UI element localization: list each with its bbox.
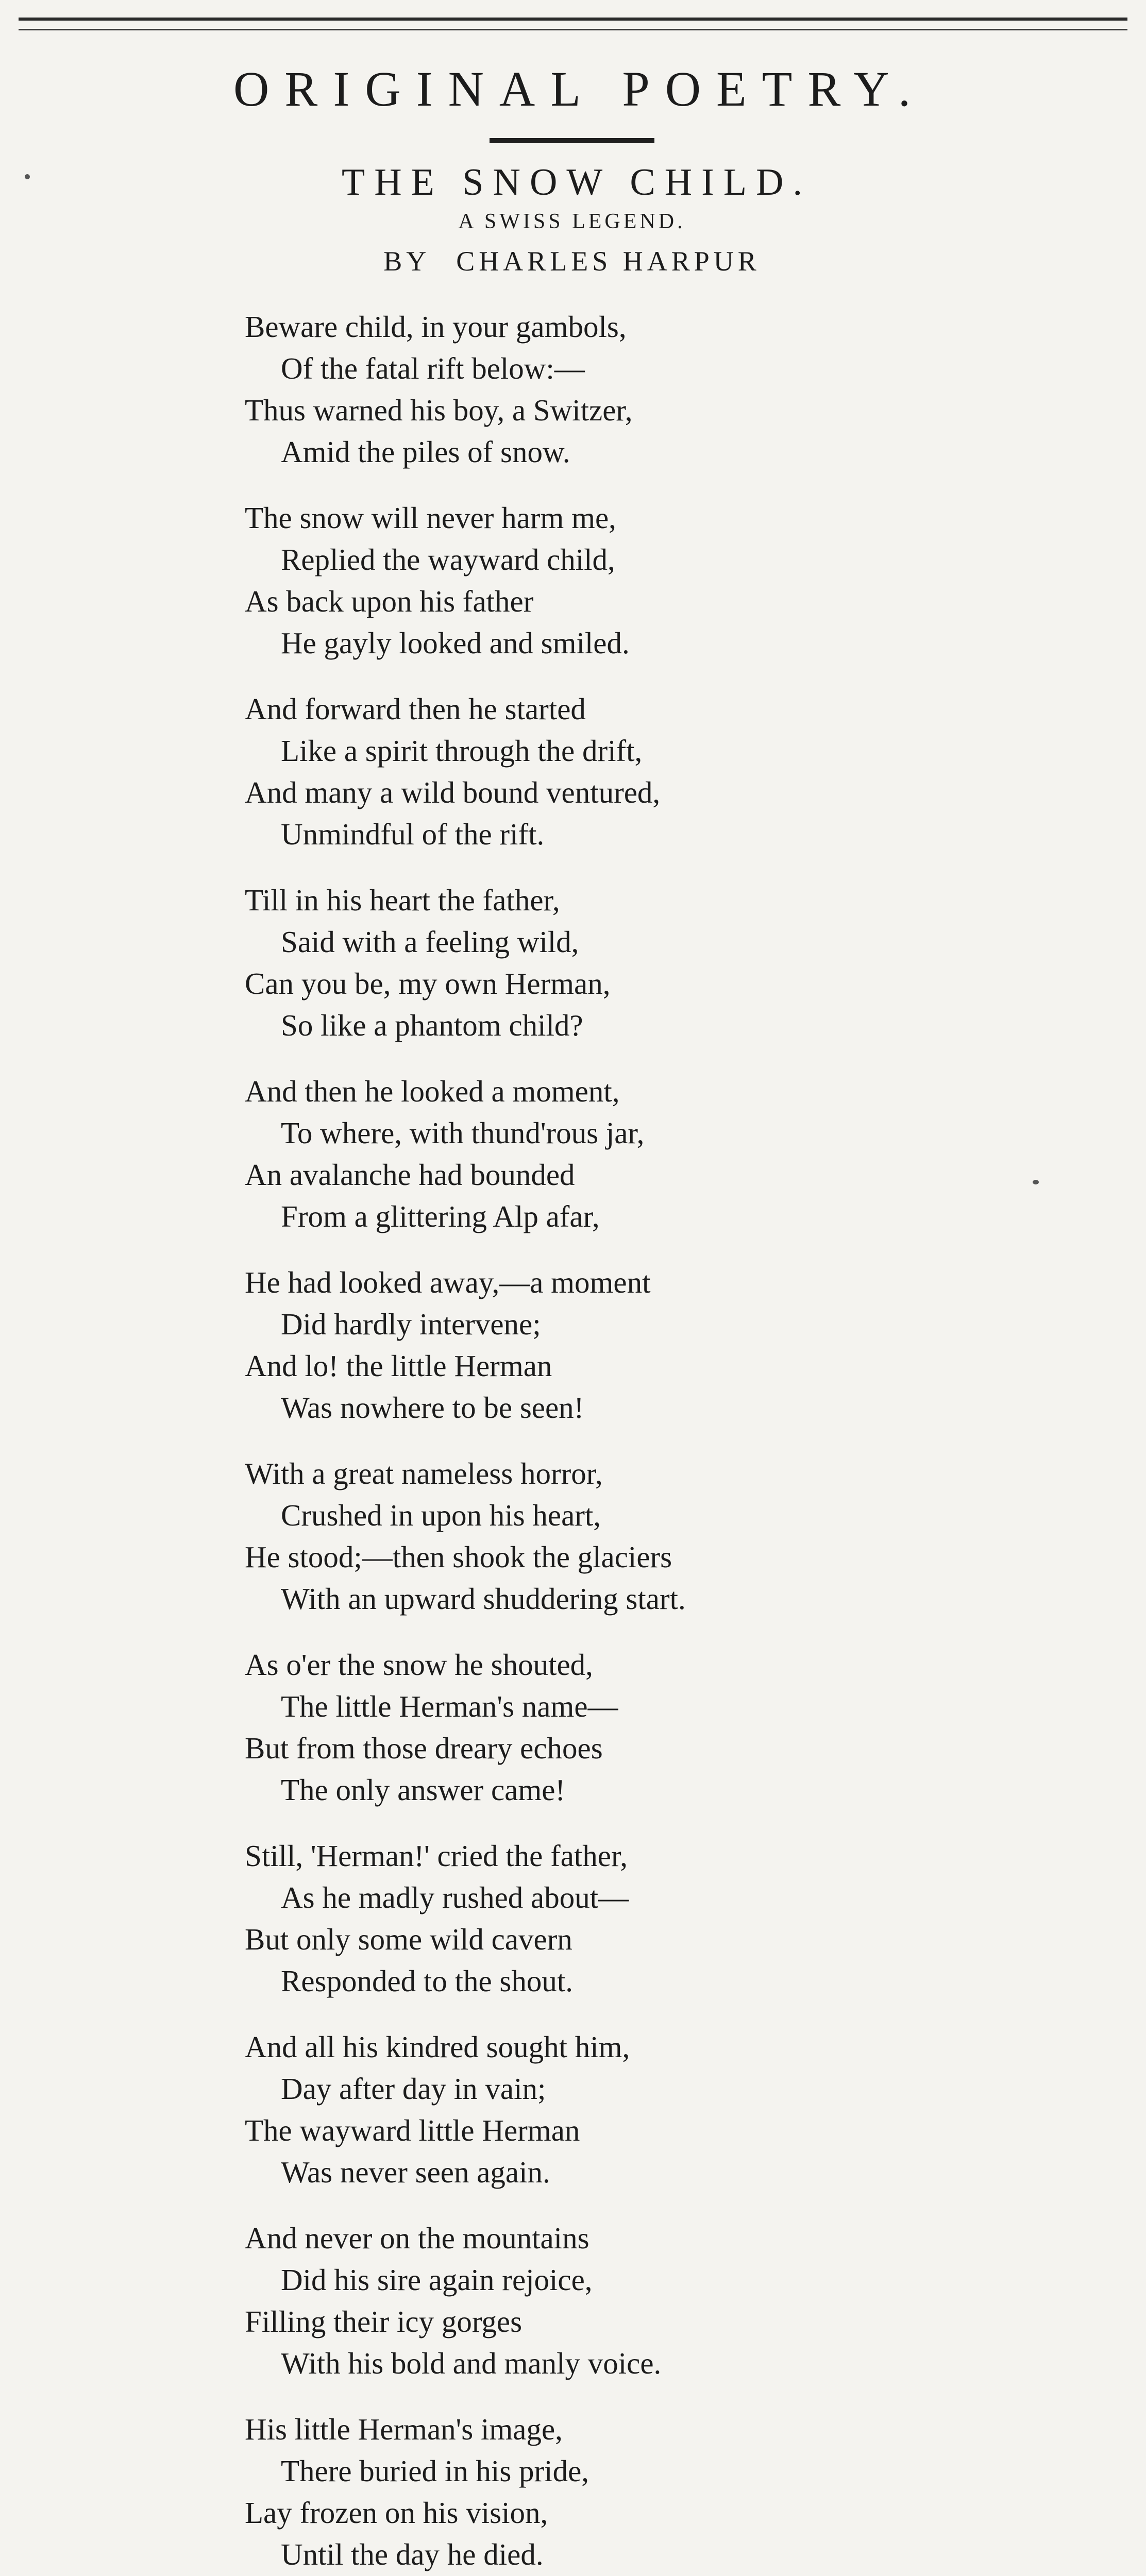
byline-author: CHARLES HARPUR [456,246,761,277]
byline-prefix: BY [383,246,431,277]
stanza [62,2409,1082,2575]
poem-line: Filling their icy gorges [245,2304,523,2339]
stanza [62,1071,1082,1238]
poem-body [62,306,1082,2576]
section-title: ORIGINAL POETRY. [233,61,926,116]
poem-line: He had looked away,—a moment [245,1265,651,1300]
poem-line: He gayly looked and smiled. [281,626,630,660]
poem-line: His little Herman's image, [245,2412,563,2447]
poem-line: Lay frozen on his vision, [245,2496,548,2530]
poem-subtitle: A SWISS LEGEND. [458,209,686,233]
poetry-column [62,62,1082,2576]
stanza [62,1644,1082,1811]
poem-line: As he madly rushed about— [281,1880,629,1915]
poem-line: And then he looked a moment, [245,1074,620,1109]
stanza [62,879,1082,1046]
poem-line: And forward then he started [245,692,586,726]
poem-line: The only answer came! [281,1773,566,1807]
poem-line: And never on the mountains [245,2221,589,2256]
poem-line: And many a wild bound ventured, [245,775,661,810]
poem-line: But only some wild cavern [245,1922,572,1957]
poem-line: As o'er the snow he shouted, [245,1648,593,1682]
poem-line: Said with a feeling wild, [281,925,579,959]
poem-line: Thus warned his boy, a Switzer, [245,393,633,428]
print-speck [1033,1180,1039,1184]
poem-line: Did his sire again rejoice, [281,2263,593,2297]
stanza [62,1835,1082,2002]
poem-line: With a great nameless horror, [245,1456,603,1491]
poem-line: From a glittering Alp afar, [281,1199,600,1234]
stanza [62,1453,1082,1620]
stanza [62,688,1082,855]
top-double-rule [19,18,1127,30]
poem-line: To where, with thund'rous jar, [281,1116,645,1150]
stanza [62,497,1082,664]
poem-line: An avalanche had bounded [245,1158,575,1192]
poem-line: Till in his heart the father, [245,883,560,918]
stanza [62,2217,1082,2384]
stanza [62,1262,1082,1429]
poem-line: The wayward little Herman [245,2113,580,2148]
poem-line: Of the fatal rift below:— [281,351,585,386]
poem-line: Day after day in vain; [281,2072,546,2106]
stanza [62,2026,1082,2193]
poem-line: The snow will never harm me, [245,501,616,535]
poem-line: The little Herman's name— [281,1689,618,1724]
poem-line: Amid the piles of snow. [281,435,570,469]
poem-line: Still, 'Herman!' cried the father, [245,1839,628,1873]
poem-line: Can you be, my own Herman, [245,967,611,1001]
poem-line: Replied the wayward child, [281,543,615,577]
stanza [62,306,1082,473]
poem-line: There buried in his pride, [281,2454,589,2488]
poem-line: As back upon his father [245,584,534,619]
byline [62,245,1082,278]
poem-line: Responded to the shout. [281,1964,574,1998]
poem-line: He stood;—then shook the glaciers [245,1540,672,1574]
poem-line: And lo! the little Herman [245,1349,552,1383]
poem-line: Was nowhere to be seen! [281,1391,584,1425]
poem-title: THE SNOW CHILD. [342,161,812,204]
poem-line: Was never seen again. [281,2155,550,2190]
poem-line: Did hardly intervene; [281,1307,541,1342]
poem-line: Crushed in upon his heart, [281,1498,601,1533]
poem-line: Unmindful of the rift. [281,817,545,852]
poem-line: But from those dreary echoes [245,1731,603,1766]
poem-line: With his bold and manly voice. [281,2346,662,2381]
poem-line: So like a phantom child? [281,1008,583,1043]
poem-line: Like a spirit through the drift, [281,734,643,768]
poem-line: Until the day he died. [281,2537,544,2572]
title-divider [490,138,654,143]
poem-line: Beware child, in your gambols, [245,310,627,344]
poem-line: And all his kindred sought him, [245,2030,630,2064]
print-speck [25,174,30,179]
poem-line: With an upward shuddering start. [281,1582,686,1616]
